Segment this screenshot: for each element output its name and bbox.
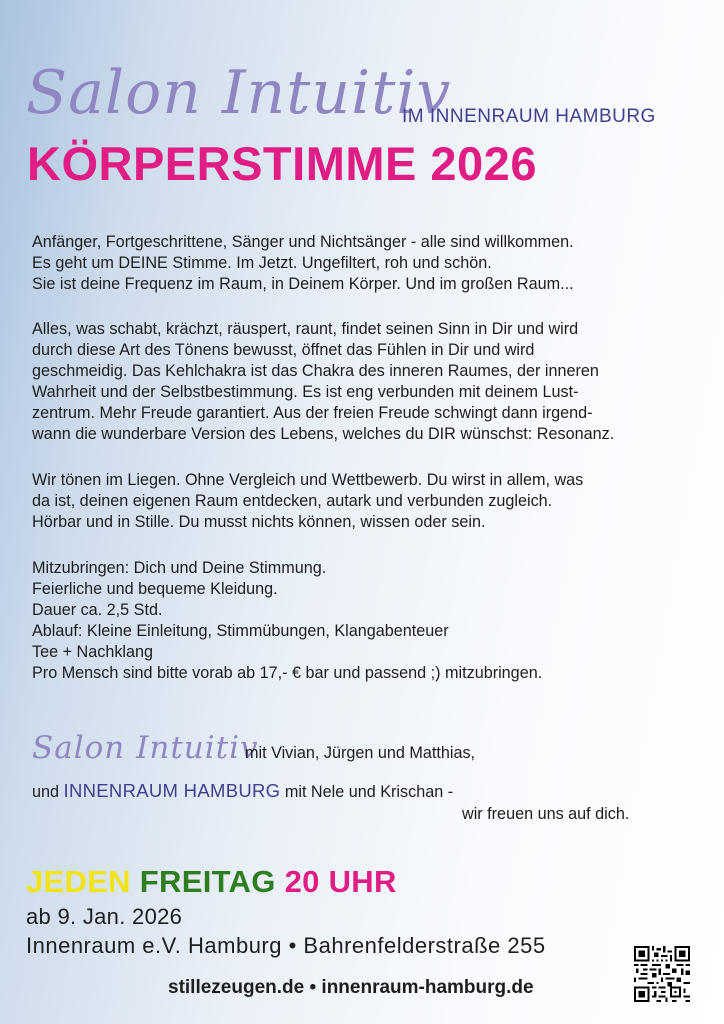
qr-code-icon: [634, 946, 690, 1002]
text-line: geschmeidig. Das Kehlchakra ist das Chakra des inneren Raumes, der inneren: [32, 362, 599, 380]
schedule-word-time: 20 UHR: [284, 864, 397, 899]
detail-item: Pro Mensch sind bitte vorab ab 17,- € bar und passend ;) mitzubringen.: [32, 664, 543, 682]
text-line: Anfänger, Fortgeschrittene, Sänger und Nichtsänger - alle sind willkommen.: [32, 233, 574, 251]
text-line: da ist, deinen eigenen Raum entdecken, autark und verbunden zugleich.: [32, 492, 553, 510]
text-line: Es geht um DEINE Stimme. Im Jetzt. Ungefiltert, roh und schön.: [32, 254, 492, 272]
detail-item: Dauer ca. 2,5 Std.: [32, 601, 163, 619]
description-paragraph: [32, 319, 712, 445]
schedule-word-freitag: FREITAG: [139, 864, 276, 899]
text-line: wann die wunderbare Version des Lebens, welches du DIR wünschst: Resonanz.: [32, 425, 615, 443]
detail-item: Ablauf: Kleine Einleitung, Stimmübungen, Klangabenteuer: [32, 622, 449, 640]
text-line: Alles, was schabt, krächzt, räuspert, raunt, findet seinen Sinn in Dir und wird: [32, 320, 579, 338]
website-links: stillezeugen.de • innenraum-hamburg.de: [168, 977, 534, 998]
detail-item: Tee + Nachklang: [32, 643, 154, 661]
brand-script-logo: Salon Intuitiv: [26, 58, 452, 128]
brand-tagline: IM INNENRAUM HAMBURG: [402, 106, 656, 127]
text-line: Wir tönen im Liegen. Ohne Vergleich und Wettbewerb. Du wirst in allem, was: [32, 471, 584, 489]
text-line: Hörbar und in Stille. Du musst nichts können, wissen oder sein.: [32, 513, 486, 531]
venue-address: Innenraum e.V. Hamburg • Bahrenfelderstraße 255: [26, 933, 546, 958]
credits-suffix: mit Nele und Krischan -: [284, 783, 454, 801]
schedule-word-jeden: JEDEN: [26, 864, 131, 899]
details-list: [32, 558, 712, 684]
page-title: KÖRPERSTIMME 2026: [27, 137, 537, 190]
detail-item: Mitzubringen: Dich und Deine Stimmung.: [32, 559, 327, 577]
text-line: Wahrheit und der Selbstbestimmung. Es ist eng verbunden mit deinem Lust-: [32, 383, 579, 401]
text-line: Sie ist deine Frequenz im Raum, in Deinem Körper. Und im großen Raum...: [32, 275, 574, 293]
credits-brand-script-logo: Salon Intuitiv: [32, 730, 259, 766]
text-line: zentrum. Mehr Freude garantiert. Aus der freien Freude schwingt dann irgend-: [32, 404, 593, 422]
start-date: ab 9. Jan. 2026: [26, 904, 183, 929]
schedule-headline: [26, 864, 397, 900]
practice-paragraph: [32, 470, 712, 533]
credits-org-line: [32, 780, 453, 802]
credits-prefix: und: [32, 783, 60, 801]
detail-item: Feierliche und bequeme Kleidung.: [32, 580, 278, 598]
text-line: durch diese Art des Tönens bewusst, öffnet das Fühlen in Dir und wird: [32, 341, 535, 359]
intro-paragraph: [32, 232, 712, 295]
credits-hosts-line: mit Vivian, Jürgen und Matthias,: [245, 744, 476, 762]
credits-org-name: INNENRAUM HAMBURG: [63, 780, 281, 801]
credits-closing-line: wir freuen uns auf dich.: [462, 805, 630, 823]
